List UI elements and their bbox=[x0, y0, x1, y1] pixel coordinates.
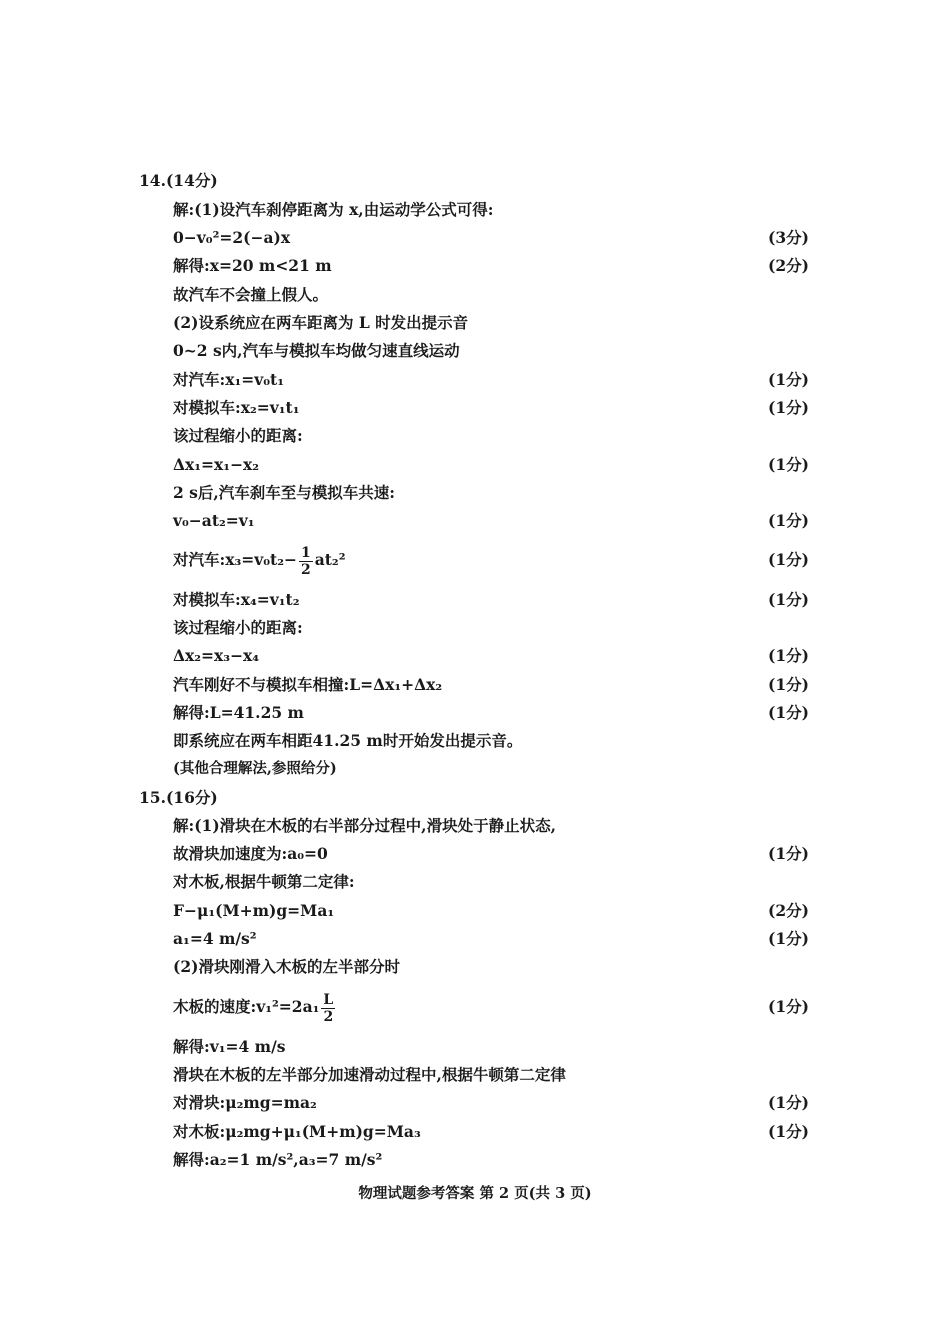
note-text: (其他合理解法,参照给分) bbox=[173, 760, 337, 777]
equation: 解得:L=41.25 m bbox=[173, 703, 304, 722]
line-text: 即系统应在两车相距41.25 m时开始发出提示音。 bbox=[173, 731, 523, 750]
solution-line bbox=[0, 224, 950, 252]
equation: 汽车刚好不与模拟车相撞:L=Δx₁+Δx₂ bbox=[173, 675, 443, 694]
fraction-numerator: 1 bbox=[300, 544, 311, 561]
equation-left: 对汽车:x₃=v₀t₂− bbox=[173, 550, 297, 569]
solution-line bbox=[0, 281, 950, 309]
fraction-denominator: 2 bbox=[300, 561, 311, 578]
equation: 故滑块加速度为:a₀=0 bbox=[173, 844, 328, 863]
solution-line bbox=[0, 252, 950, 280]
line-text: (2)滑块刚滑入木板的左半部分时 bbox=[173, 957, 400, 976]
score-label: (1分) bbox=[768, 929, 809, 948]
equation: v₀−at₂=v₁ bbox=[173, 511, 255, 530]
solution-line bbox=[0, 897, 950, 925]
line-text: (2)设系统应在两车距离为 L 时发出提示音 bbox=[173, 313, 469, 332]
solution-line bbox=[0, 309, 950, 337]
solution-line bbox=[0, 422, 950, 450]
line-text: 滑块在木板的左半部分加速滑动过程中,根据牛顿第二定律 bbox=[173, 1065, 566, 1084]
solution-line bbox=[0, 451, 950, 479]
score-label: (1分) bbox=[768, 398, 809, 417]
equation bbox=[173, 538, 346, 582]
score-label: (2分) bbox=[768, 256, 809, 275]
line-text: 解:(1)滑块在木板的右半部分过程中,滑块处于静止状态, bbox=[173, 816, 556, 835]
solution-line bbox=[0, 812, 950, 840]
solution-line bbox=[0, 840, 950, 868]
equation: 解得:x=20 m<21 m bbox=[173, 256, 332, 275]
line-text: 该过程缩小的距离: bbox=[173, 618, 303, 637]
solution-line bbox=[0, 1061, 950, 1089]
fraction bbox=[299, 545, 313, 578]
equation: a₁=4 m/s² bbox=[173, 929, 257, 948]
solution-line bbox=[0, 985, 950, 1029]
solution-line bbox=[0, 538, 950, 582]
solution-line bbox=[0, 925, 950, 953]
solution-line bbox=[0, 614, 950, 642]
solution-line bbox=[0, 671, 950, 699]
equation: 对滑块:μ₂mg=ma₂ bbox=[173, 1093, 317, 1112]
score-label: (1分) bbox=[768, 703, 809, 722]
solution-line bbox=[0, 507, 950, 535]
q15-header bbox=[0, 784, 950, 812]
page-footer: 物理试题参考答案 第 2 页(共 3 页) bbox=[358, 1185, 592, 1202]
solution-line bbox=[0, 366, 950, 394]
solution-line bbox=[0, 1118, 950, 1146]
solution-line bbox=[0, 586, 950, 614]
score-label: (3分) bbox=[768, 228, 809, 247]
equation: 对汽车:x₁=v₀t₁ bbox=[173, 370, 284, 389]
equation: F−μ₁(M+m)g=Ma₁ bbox=[173, 901, 335, 920]
equation-right: at₂² bbox=[314, 550, 346, 569]
score-label: (1分) bbox=[768, 550, 809, 569]
question-number: 14.(14分) bbox=[139, 171, 218, 190]
line-text: 该过程缩小的距离: bbox=[173, 426, 303, 445]
fraction-denominator: 2 bbox=[323, 1008, 334, 1025]
equation: Δx₁=x₁−x₂ bbox=[173, 455, 260, 474]
q14-header bbox=[0, 167, 950, 195]
solution-line bbox=[0, 727, 950, 755]
score-label: (1分) bbox=[768, 455, 809, 474]
solution-line bbox=[0, 394, 950, 422]
line-text: 2 s后,汽车刹车至与模拟车共速: bbox=[173, 483, 396, 502]
score-label: (1分) bbox=[768, 844, 809, 863]
solution-line bbox=[0, 699, 950, 727]
equation: 解得:v₁=4 m/s bbox=[173, 1037, 286, 1056]
solution-line bbox=[0, 337, 950, 365]
score-label: (1分) bbox=[768, 370, 809, 389]
solution-line bbox=[0, 953, 950, 981]
equation-left: 木板的速度:v₁²=2a₁ bbox=[173, 997, 320, 1016]
score-label: (1分) bbox=[768, 590, 809, 609]
equation: Δx₂=x₃−x₄ bbox=[173, 646, 260, 665]
equation: 解得:a₂=1 m/s²,a₃=7 m/s² bbox=[173, 1150, 383, 1169]
line-text: 对木板,根据牛顿第二定律: bbox=[173, 872, 355, 891]
equation: 对木板:μ₂mg+μ₁(M+m)g=Ma₃ bbox=[173, 1122, 421, 1141]
equation: 0−v₀²=2(−a)x bbox=[173, 228, 291, 247]
line-text: 解:(1)设汽车刹停距离为 x,由运动学公式可得: bbox=[173, 200, 494, 219]
line-text: 0~2 s内,汽车与模拟车均做匀速直线运动 bbox=[173, 341, 460, 360]
score-label: (1分) bbox=[768, 997, 809, 1016]
score-label: (1分) bbox=[768, 675, 809, 694]
score-label: (1分) bbox=[768, 1093, 809, 1112]
question-number: 15.(16分) bbox=[139, 788, 218, 807]
grading-note bbox=[0, 755, 950, 783]
line-text: 故汽车不会撞上假人。 bbox=[173, 285, 329, 304]
solution-line bbox=[0, 642, 950, 670]
equation: 对模拟车:x₄=v₁t₂ bbox=[173, 590, 300, 609]
solution-line bbox=[0, 479, 950, 507]
solution-line bbox=[0, 196, 950, 224]
fraction-numerator: L bbox=[323, 991, 334, 1008]
solution-line bbox=[0, 1089, 950, 1117]
equation: 对模拟车:x₂=v₁t₁ bbox=[173, 398, 300, 417]
equation bbox=[173, 985, 337, 1029]
fraction bbox=[321, 992, 335, 1025]
solution-line bbox=[0, 1146, 950, 1174]
score-label: (1分) bbox=[768, 1122, 809, 1141]
score-label: (1分) bbox=[768, 511, 809, 530]
score-label: (2分) bbox=[768, 901, 809, 920]
solution-line bbox=[0, 868, 950, 896]
score-label: (1分) bbox=[768, 646, 809, 665]
solution-line bbox=[0, 1033, 950, 1061]
